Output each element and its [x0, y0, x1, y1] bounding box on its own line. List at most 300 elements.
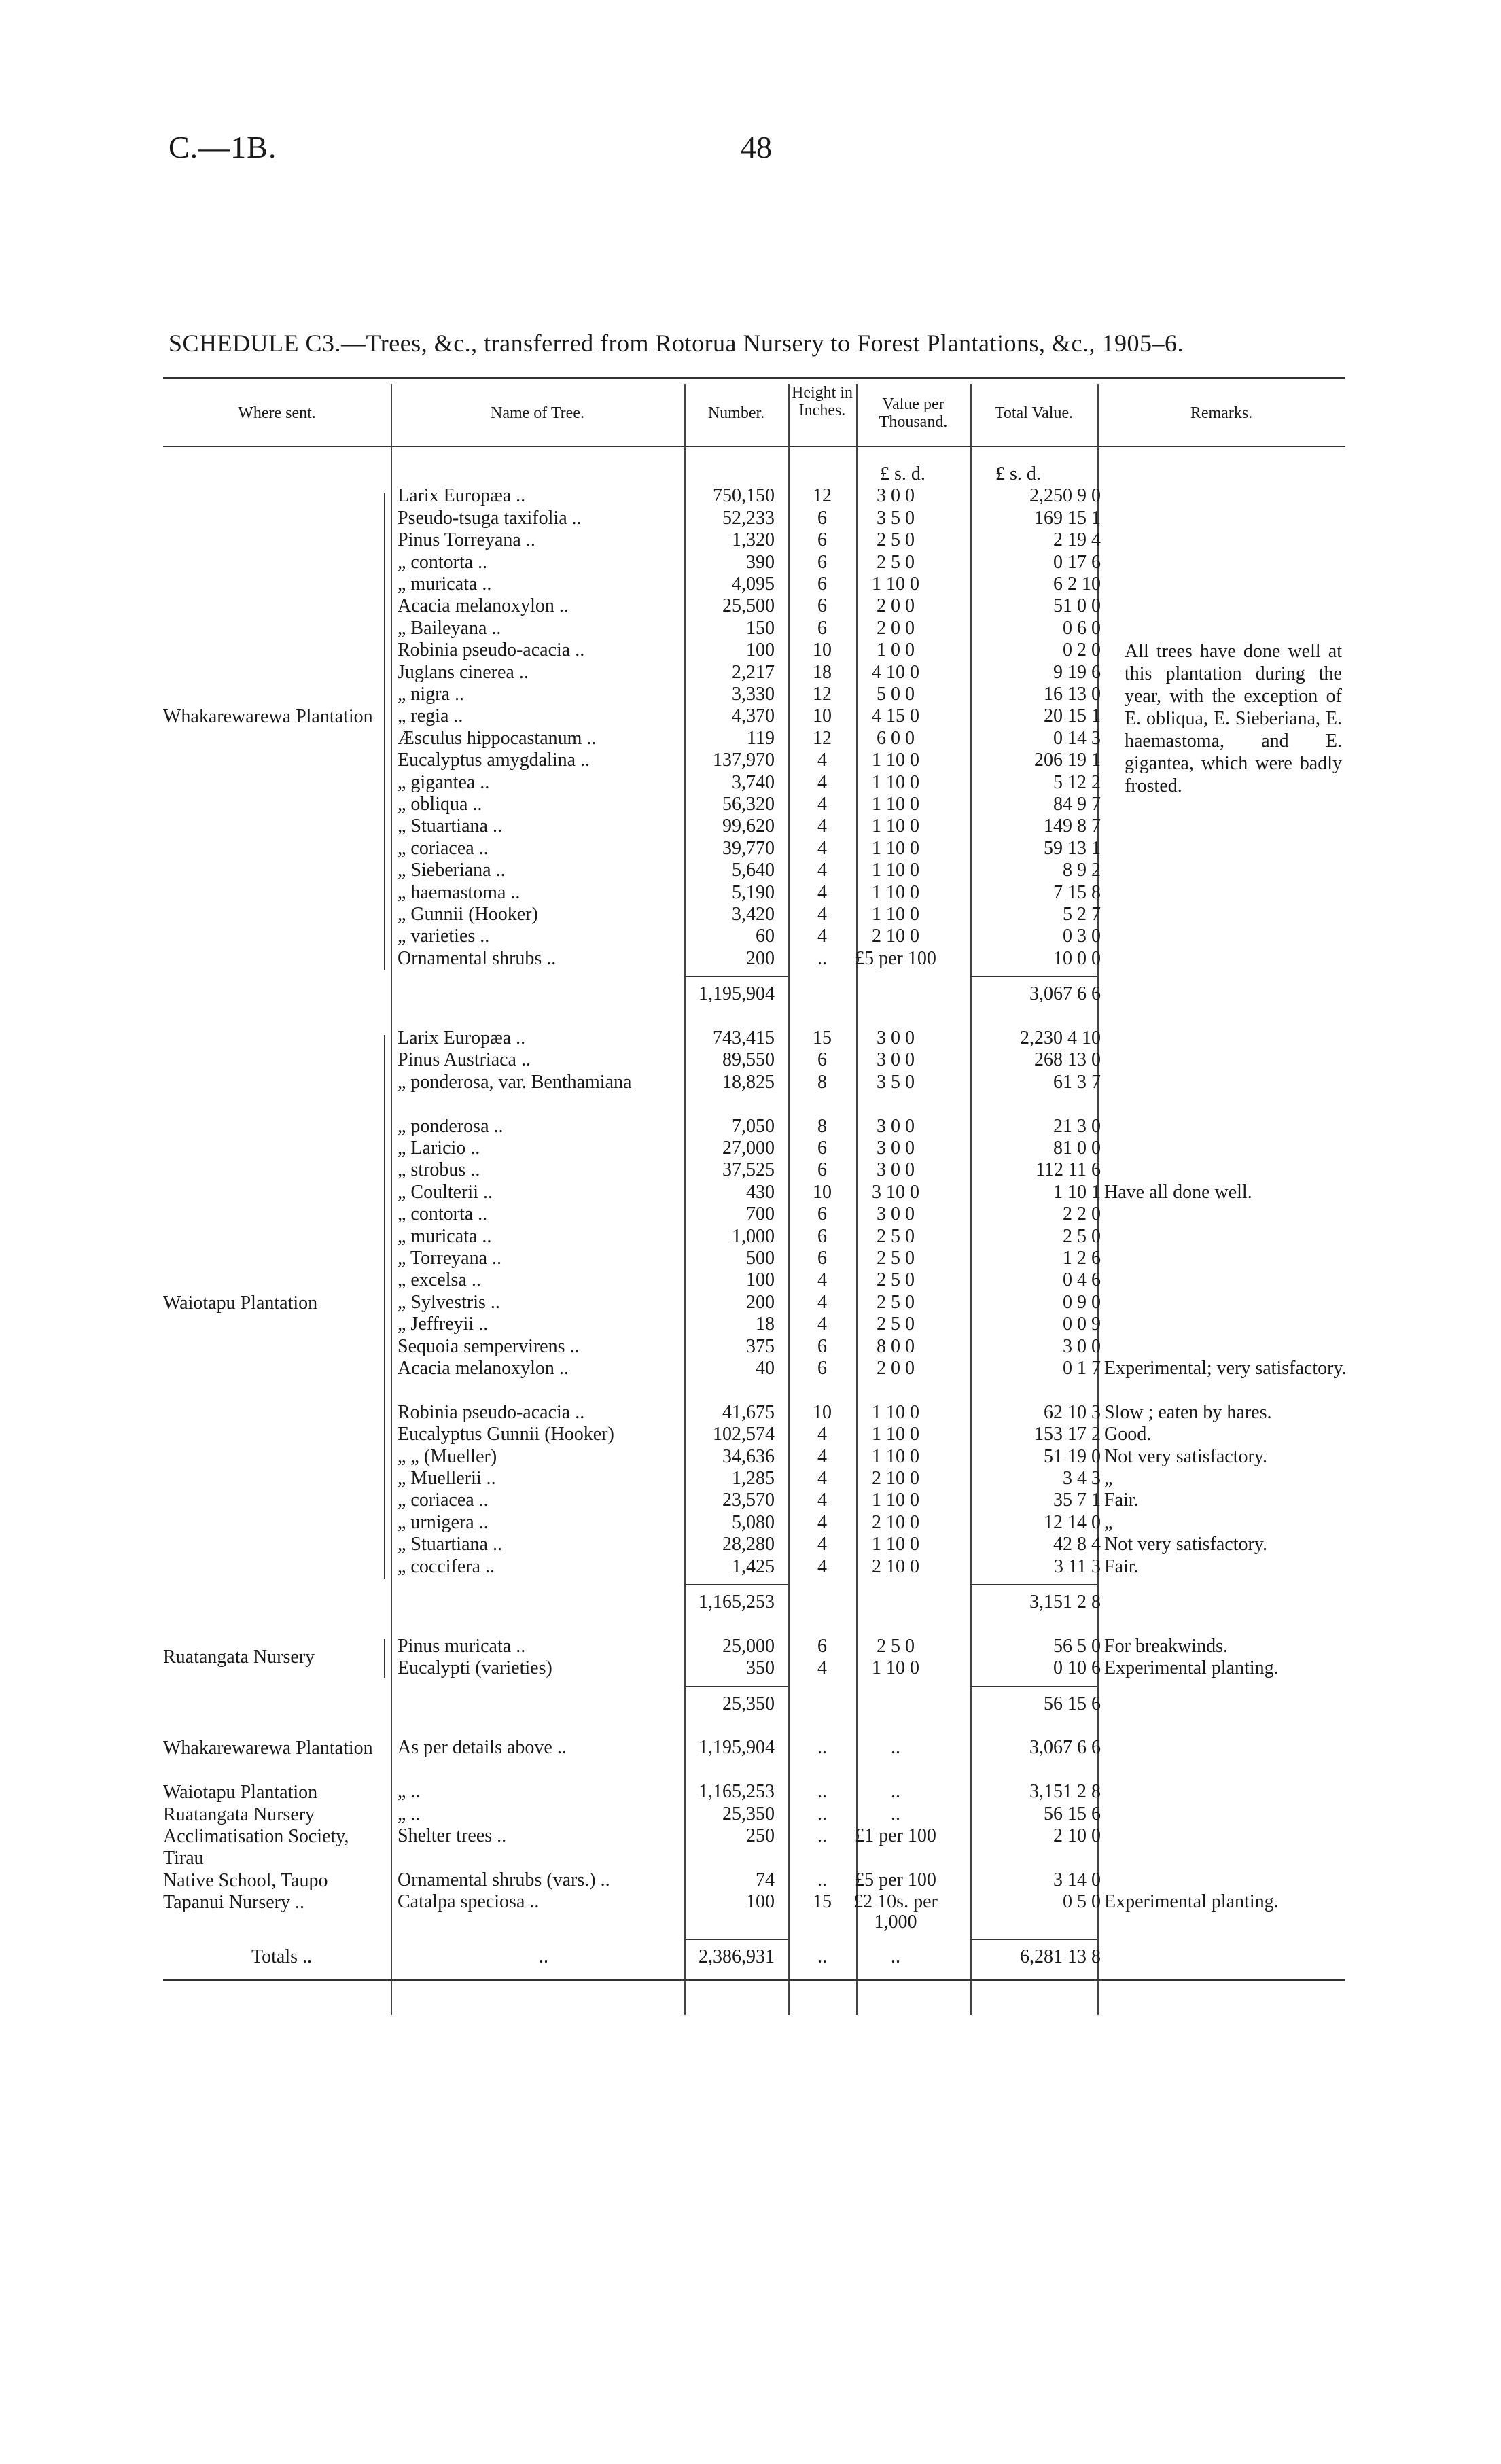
- total-rule: [684, 1939, 788, 1940]
- summary-height: ..: [817, 1825, 827, 1846]
- tree-value: 2 5 0: [877, 1635, 915, 1657]
- col-value: Value per Thousand.: [879, 395, 948, 431]
- subtotal-rule: [684, 1584, 788, 1585]
- tree-number: 1,000: [732, 1225, 775, 1247]
- place-brace: [384, 1035, 385, 1579]
- tree-name: „ contorta ..: [398, 1203, 488, 1225]
- tree-height: 4: [817, 750, 827, 771]
- tree-height: 12: [813, 684, 832, 705]
- tree-number: 137,970: [713, 750, 775, 771]
- tree-number: 40: [756, 1358, 775, 1379]
- tree-total: 56 5 0: [1053, 1635, 1101, 1657]
- tree-height: 4: [817, 1445, 827, 1467]
- page-number: 48: [741, 130, 772, 164]
- summary-number: 25,350: [722, 1803, 775, 1825]
- tree-value: 2 5 0: [877, 1314, 915, 1335]
- column-rule: [788, 384, 790, 2015]
- tree-total: 0 14 3: [1053, 727, 1101, 749]
- tree-value: 8 0 0: [877, 1335, 915, 1357]
- tree-value: 2 10 0: [872, 926, 919, 947]
- tree-name: Eucalyptus amygdalina ..: [398, 750, 590, 771]
- tree-name: „ contorta ..: [398, 551, 488, 573]
- tree-number: 18: [756, 1314, 775, 1335]
- tree-name: Ornamental shrubs ..: [398, 947, 557, 969]
- remark-text: Fair.: [1104, 1490, 1139, 1511]
- tree-name: Juglans cinerea ..: [398, 661, 529, 683]
- tree-total: 8 9 2: [1063, 860, 1101, 881]
- summary-place: Whakarewarewa Plantation: [163, 1738, 373, 1759]
- summary-total: 56 15 6: [1044, 1803, 1101, 1825]
- tree-name: Acacia melanoxylon ..: [398, 1358, 569, 1379]
- tree-total: 35 7 1: [1053, 1490, 1101, 1511]
- tree-name: „ muricata ..: [398, 574, 492, 595]
- place-name: Ruatangata Nursery: [163, 1647, 315, 1668]
- tree-total: 5 12 2: [1053, 771, 1101, 793]
- tree-value: 3 10 0: [872, 1181, 919, 1203]
- tree-name: Pseudo-tsuga taxifolia ..: [398, 507, 582, 529]
- tree-value: 1 10 0: [872, 771, 919, 793]
- tree-value: 3 0 0: [877, 1049, 915, 1071]
- subtotal-number: 25,350: [722, 1693, 775, 1714]
- tree-total: 1 10 1: [1053, 1181, 1101, 1203]
- tree-total: 3 0 0: [1063, 1335, 1101, 1357]
- tree-height: 4: [817, 860, 827, 881]
- tree-height: 4: [817, 771, 827, 793]
- tree-total: 112 11 6: [1036, 1159, 1101, 1181]
- tree-name: „ Jeffreyii ..: [398, 1314, 489, 1335]
- tree-value: 3 0 0: [877, 1138, 915, 1159]
- tree-number: 5,640: [732, 860, 775, 881]
- tree-number: 3,420: [732, 904, 775, 925]
- tree-name: „ strobus ..: [398, 1159, 480, 1181]
- subtotal-value: 3,067 6 6: [1029, 983, 1101, 1005]
- totals-number: 2,386,931: [699, 1946, 775, 1967]
- summary-total: 0 5 0: [1063, 1891, 1101, 1913]
- tree-height: 8: [817, 1115, 827, 1137]
- tree-name: „ muricata ..: [398, 1225, 492, 1247]
- schedule-title: SCHEDULE C3.—Trees, &c., transferred from Rotorua Nursery to Forest Plantations, &c., 1905–6.: [169, 330, 1184, 357]
- remark-text: Good.: [1104, 1424, 1152, 1445]
- remark-text: For breakwinds.: [1104, 1635, 1228, 1657]
- tree-name: Pinus muricata ..: [398, 1635, 526, 1657]
- tree-value: 1 10 0: [872, 794, 919, 815]
- tree-total: 0 2 0: [1063, 639, 1101, 661]
- tree-name: „ varieties ..: [398, 926, 490, 947]
- tree-value: 3 5 0: [877, 507, 915, 529]
- tree-total: 21 3 0: [1053, 1115, 1101, 1137]
- tree-number: 60: [756, 926, 775, 947]
- tree-total: 62 10 3: [1044, 1401, 1101, 1423]
- tree-total: 0 4 6: [1063, 1269, 1101, 1291]
- tree-height: 4: [817, 1314, 827, 1335]
- tree-number: 1,320: [732, 529, 775, 551]
- tree-total: 206 19 1: [1034, 750, 1101, 771]
- summary-place: Native School, Taupo: [163, 1869, 328, 1891]
- tree-height: ..: [817, 947, 827, 969]
- tree-number: 2,217: [732, 661, 775, 683]
- tree-total: 5 2 7: [1063, 904, 1101, 925]
- subtotal-rule: [684, 976, 788, 977]
- tree-number: 18,825: [722, 1071, 775, 1093]
- tree-name: „ „ (Mueller): [398, 1445, 497, 1467]
- col-height: Height in Inches.: [792, 384, 853, 419]
- tree-value: 3 0 0: [877, 485, 915, 507]
- tree-total: 268 13 0: [1034, 1049, 1101, 1071]
- col-name: Name of Tree.: [491, 404, 584, 422]
- tree-total: 6 2 10: [1053, 574, 1101, 595]
- tree-total: 3 11 3: [1054, 1555, 1101, 1577]
- summary-total: 2 10 0: [1053, 1825, 1101, 1846]
- tree-value: 2 10 0: [872, 1555, 919, 1577]
- tree-name: „ Gunnii (Hooker): [398, 904, 538, 925]
- tree-height: 4: [817, 1490, 827, 1511]
- totals-name: ..: [539, 1946, 548, 1967]
- summary-place: Tapanui Nursery ..: [163, 1892, 304, 1914]
- tree-height: 12: [813, 727, 832, 749]
- tree-name: Pinus Torreyana ..: [398, 529, 535, 551]
- summary-value: ..: [891, 1803, 900, 1825]
- tree-number: 34,636: [722, 1445, 775, 1467]
- tree-total: 2,230 4 10: [1020, 1027, 1101, 1049]
- tree-value: 1 10 0: [872, 1534, 919, 1555]
- tree-name: „ coriacea ..: [398, 1490, 489, 1511]
- tree-name: Robinia pseudo-acacia ..: [398, 1401, 585, 1423]
- summary-total: 3,067 6 6: [1029, 1737, 1101, 1759]
- tree-value: 2 5 0: [877, 1248, 915, 1269]
- column-rule: [391, 384, 392, 2015]
- tree-height: 6: [817, 1335, 827, 1357]
- value-units: £ s. d.: [880, 463, 925, 485]
- tree-height: 8: [817, 1071, 827, 1093]
- tree-total: 42 8 4: [1053, 1534, 1101, 1555]
- tree-name: „ Stuartiana ..: [398, 815, 502, 837]
- tree-number: 99,620: [722, 815, 775, 837]
- tree-height: 6: [817, 1635, 827, 1657]
- col-number: Number.: [707, 404, 765, 422]
- tree-name: „ excelsa ..: [398, 1269, 481, 1291]
- tree-name: „ coccifera ..: [398, 1555, 495, 1577]
- tree-name: „ Baileyana ..: [398, 617, 501, 639]
- tree-total: 51 0 0: [1053, 595, 1101, 617]
- tree-name: Eucalyptus Gunnii (Hooker): [398, 1424, 614, 1445]
- tree-number: 52,233: [722, 507, 775, 529]
- tree-name: „ Laricio ..: [398, 1138, 480, 1159]
- tree-height: 4: [817, 1291, 827, 1313]
- summary-height: ..: [817, 1803, 827, 1825]
- subtotal-rule: [970, 1584, 1097, 1585]
- tree-value: 2 0 0: [877, 595, 915, 617]
- tree-number: 25,500: [722, 595, 775, 617]
- tree-total: 10 0 0: [1053, 947, 1101, 969]
- tree-value: 6 0 0: [877, 727, 915, 749]
- tree-total: 20 15 1: [1044, 705, 1101, 727]
- tree-height: 6: [817, 1248, 827, 1269]
- tree-value: 2 0 0: [877, 1358, 915, 1379]
- tree-value: 4 15 0: [872, 705, 919, 727]
- tree-name: „ gigantea ..: [398, 771, 490, 793]
- remark-text: All trees have done well at this plantation during the year, with the exception of E. obliqua, E. Sieberiana, E. haemastoma, and E. gigantea, which were badly frosted.: [1125, 641, 1342, 797]
- tree-total: 2 2 0: [1063, 1203, 1101, 1225]
- tree-name: Sequoia sempervirens ..: [398, 1335, 580, 1357]
- tree-total: 59 13 1: [1044, 837, 1101, 859]
- tree-number: 39,770: [722, 837, 775, 859]
- summary-place: Waiotapu Plantation: [163, 1782, 318, 1803]
- total-rule: [970, 1939, 1097, 1940]
- total-units: £ s. d.: [995, 463, 1041, 485]
- totals-height: ..: [817, 1946, 827, 1967]
- tree-name: Eucalypti (varieties): [398, 1657, 552, 1679]
- remark-text: Have all done well.: [1104, 1181, 1252, 1203]
- tree-number: 1,425: [732, 1555, 775, 1577]
- tree-value: 1 0 0: [877, 639, 915, 661]
- tree-height: 4: [817, 881, 827, 903]
- tree-value: £5 per 100: [855, 947, 936, 969]
- summary-number: 250: [746, 1825, 775, 1846]
- tree-name: „ nigra ..: [398, 684, 464, 705]
- remark-text: Fair.: [1104, 1555, 1139, 1577]
- tree-name: „ ponderosa, var. Benthamiana: [398, 1071, 632, 1093]
- tree-height: 6: [817, 1225, 827, 1247]
- place-brace: [384, 1639, 385, 1678]
- tree-height: 4: [817, 1657, 827, 1679]
- summary-value: £2 10s. per 1,000: [853, 1891, 938, 1933]
- tree-value: 2 10 0: [872, 1468, 919, 1489]
- subtotal-number: 1,195,904: [699, 983, 775, 1005]
- tree-name: „ Stuartiana ..: [398, 1534, 502, 1555]
- tree-value: 1 10 0: [872, 815, 919, 837]
- summary-value: £1 per 100: [855, 1825, 936, 1846]
- tree-number: 27,000: [722, 1138, 775, 1159]
- tree-height: 6: [817, 551, 827, 573]
- tree-value: 2 5 0: [877, 1225, 915, 1247]
- tree-total: 7 15 8: [1053, 881, 1101, 903]
- tree-value: 1 10 0: [872, 881, 919, 903]
- tree-name: Acacia melanoxylon ..: [398, 595, 569, 617]
- tree-number: 4,095: [732, 574, 775, 595]
- summary-total: 3,151 2 8: [1029, 1781, 1101, 1803]
- totals-total: 6,281 13 8: [1020, 1946, 1101, 1967]
- header-ref: C.—1B.: [169, 130, 277, 164]
- summary-number: 100: [746, 1891, 775, 1913]
- tree-value: 2 5 0: [877, 529, 915, 551]
- tree-total: 1 2 6: [1063, 1248, 1101, 1269]
- tree-total: 84 9 7: [1053, 794, 1101, 815]
- tree-height: 6: [817, 1203, 827, 1225]
- tree-value: 1 10 0: [872, 574, 919, 595]
- tree-total: 12 14 0: [1044, 1511, 1101, 1533]
- tree-value: 2 5 0: [877, 1291, 915, 1313]
- tree-number: 500: [746, 1248, 775, 1269]
- tree-total: 9 19 6: [1053, 661, 1101, 683]
- subtotal-number: 1,165,253: [699, 1591, 775, 1613]
- tree-number: 89,550: [722, 1049, 775, 1071]
- summary-value: ..: [891, 1737, 900, 1759]
- summary-name: „ ..: [398, 1803, 421, 1825]
- tree-total: 3 4 3: [1063, 1468, 1101, 1489]
- tree-name: „ Sylvestris ..: [398, 1291, 500, 1313]
- tree-height: 15: [813, 1027, 832, 1049]
- tree-total: 16 13 0: [1044, 684, 1101, 705]
- tree-height: 12: [813, 485, 832, 507]
- remark-text: Not very satisfactory.: [1104, 1445, 1267, 1467]
- tree-total: 51 19 0: [1044, 1445, 1101, 1467]
- tree-height: 4: [817, 1555, 827, 1577]
- summary-value: ..: [891, 1781, 900, 1803]
- summary-name: Catalpa speciosa ..: [398, 1891, 540, 1913]
- tree-height: 4: [817, 1511, 827, 1533]
- tree-value: 1 10 0: [872, 860, 919, 881]
- tree-number: 5,080: [732, 1511, 775, 1533]
- tree-number: 750,150: [713, 485, 775, 507]
- tree-total: 2 5 0: [1063, 1225, 1101, 1247]
- tree-value: 3 0 0: [877, 1027, 915, 1049]
- tree-height: 10: [813, 639, 832, 661]
- header-top-rule: [163, 377, 1345, 379]
- tree-number: 37,525: [722, 1159, 775, 1181]
- tree-name: „ Muellerii ..: [398, 1468, 496, 1489]
- summary-height: ..: [817, 1781, 827, 1803]
- tree-total: 153 17 2: [1034, 1424, 1101, 1445]
- tree-total: 169 15 1: [1034, 507, 1101, 529]
- tree-number: 375: [746, 1335, 775, 1357]
- tree-height: 6: [817, 529, 827, 551]
- tree-name: „ obliqua ..: [398, 794, 482, 815]
- tree-name: Æsculus hippocastanum ..: [398, 727, 597, 749]
- subtotal-rule: [684, 1686, 788, 1687]
- summary-name: „ ..: [398, 1781, 421, 1803]
- tree-value: 2 10 0: [872, 1511, 919, 1533]
- summary-value: £5 per 100: [855, 1869, 936, 1890]
- tree-total: 0 0 9: [1063, 1314, 1101, 1335]
- tree-height: 4: [817, 837, 827, 859]
- tree-height: 4: [817, 1534, 827, 1555]
- tree-value: 2 5 0: [877, 551, 915, 573]
- tree-height: 4: [817, 794, 827, 815]
- totals-label: Totals ..: [251, 1946, 313, 1967]
- summary-name: Shelter trees ..: [398, 1825, 507, 1846]
- tree-name: „ Coulterii ..: [398, 1181, 493, 1203]
- tree-height: 4: [817, 1424, 827, 1445]
- summary-height: 15: [813, 1891, 832, 1913]
- tree-total: 61 3 7: [1053, 1071, 1101, 1093]
- tree-number: 5,190: [732, 881, 775, 903]
- tree-height: 4: [817, 815, 827, 837]
- tree-number: 25,000: [722, 1635, 775, 1657]
- tree-number: 4,370: [732, 705, 775, 727]
- remark-text: „: [1104, 1468, 1113, 1489]
- totals-value: ..: [891, 1946, 900, 1967]
- tree-number: 3,740: [732, 771, 775, 793]
- tree-height: 10: [813, 1181, 832, 1203]
- summary-number: 1,165,253: [699, 1781, 775, 1803]
- place-name: Waiotapu Plantation: [163, 1292, 318, 1314]
- tree-number: 28,280: [722, 1534, 775, 1555]
- tree-total: 0 9 0: [1063, 1291, 1101, 1313]
- tree-number: 3,330: [732, 684, 775, 705]
- summary-number: 74: [756, 1869, 775, 1890]
- tree-total: 2,250 9 0: [1029, 485, 1101, 507]
- tree-value: 4 10 0: [872, 661, 919, 683]
- tree-value: 3 0 0: [877, 1115, 915, 1137]
- tree-name: „ haemastoma ..: [398, 881, 520, 903]
- tree-height: 10: [813, 705, 832, 727]
- tree-name: Larix Europæa ..: [398, 1027, 526, 1049]
- tree-name: „ Torreyana ..: [398, 1248, 502, 1269]
- table-bottom-rule: [163, 1979, 1345, 1981]
- tree-total: 0 17 6: [1053, 551, 1101, 573]
- tree-value: 1 10 0: [872, 904, 919, 925]
- summary-place: Ruatangata Nursery: [163, 1803, 315, 1825]
- tree-height: 4: [817, 1468, 827, 1489]
- tree-name: „ Sieberiana ..: [398, 860, 506, 881]
- tree-value: 1 10 0: [872, 1490, 919, 1511]
- tree-number: 7,050: [732, 1115, 775, 1137]
- place-brace: [384, 493, 385, 970]
- tree-number: 743,415: [713, 1027, 775, 1049]
- tree-height: 6: [817, 617, 827, 639]
- tree-number: 56,320: [722, 794, 775, 815]
- summary-place: Acclimatisation Society, Tirau: [163, 1826, 349, 1869]
- tree-number: 100: [746, 1269, 775, 1291]
- tree-value: 1 10 0: [872, 1424, 919, 1445]
- tree-number: 200: [746, 1291, 775, 1313]
- tree-height: 6: [817, 1159, 827, 1181]
- tree-number: 100: [746, 639, 775, 661]
- place-name: Whakarewarewa Plantation: [163, 706, 373, 728]
- tree-height: 6: [817, 1138, 827, 1159]
- tree-value: 1 10 0: [872, 750, 919, 771]
- remark-text: Experimental planting.: [1104, 1891, 1279, 1913]
- tree-value: 3 5 0: [877, 1071, 915, 1093]
- tree-number: 390: [746, 551, 775, 573]
- remark-text: Experimental; very satisfactory.: [1104, 1358, 1347, 1379]
- tree-name: „ coriacea ..: [398, 837, 489, 859]
- tree-height: 18: [813, 661, 832, 683]
- tree-number: 200: [746, 947, 775, 969]
- summary-name: Ornamental shrubs (vars.) ..: [398, 1869, 610, 1890]
- tree-number: 700: [746, 1203, 775, 1225]
- tree-height: 6: [817, 1358, 827, 1379]
- tree-height: 6: [817, 595, 827, 617]
- tree-total: 0 6 0: [1063, 617, 1101, 639]
- col-total: Total Value.: [994, 404, 1074, 422]
- tree-value: 3 0 0: [877, 1159, 915, 1181]
- subtotal-value: 3,151 2 8: [1029, 1591, 1101, 1613]
- tree-value: 2 0 0: [877, 617, 915, 639]
- tree-name: „ regia ..: [398, 705, 463, 727]
- header-bottom-rule: [163, 446, 1345, 447]
- tree-height: 6: [817, 1049, 827, 1071]
- tree-name: „ urnigera ..: [398, 1511, 489, 1533]
- remark-text: Slow ; eaten by hares.: [1104, 1401, 1272, 1423]
- summary-number: 1,195,904: [699, 1737, 775, 1759]
- tree-total: 2 19 4: [1053, 529, 1101, 551]
- tree-value: 1 10 0: [872, 1445, 919, 1467]
- tree-value: 1 10 0: [872, 837, 919, 859]
- summary-height: ..: [817, 1737, 827, 1759]
- tree-value: 3 0 0: [877, 1203, 915, 1225]
- tree-name: „ ponderosa ..: [398, 1115, 504, 1137]
- tree-number: 150: [746, 617, 775, 639]
- summary-name: As per details above ..: [398, 1737, 567, 1759]
- col-where-sent: Where sent.: [238, 404, 316, 422]
- tree-height: 6: [817, 507, 827, 529]
- tree-height: 6: [817, 574, 827, 595]
- remark-text: Not very satisfactory.: [1104, 1534, 1267, 1555]
- subtotal-rule: [970, 976, 1097, 977]
- remark-text: Experimental planting.: [1104, 1657, 1279, 1679]
- tree-name: Larix Europæa ..: [398, 485, 526, 507]
